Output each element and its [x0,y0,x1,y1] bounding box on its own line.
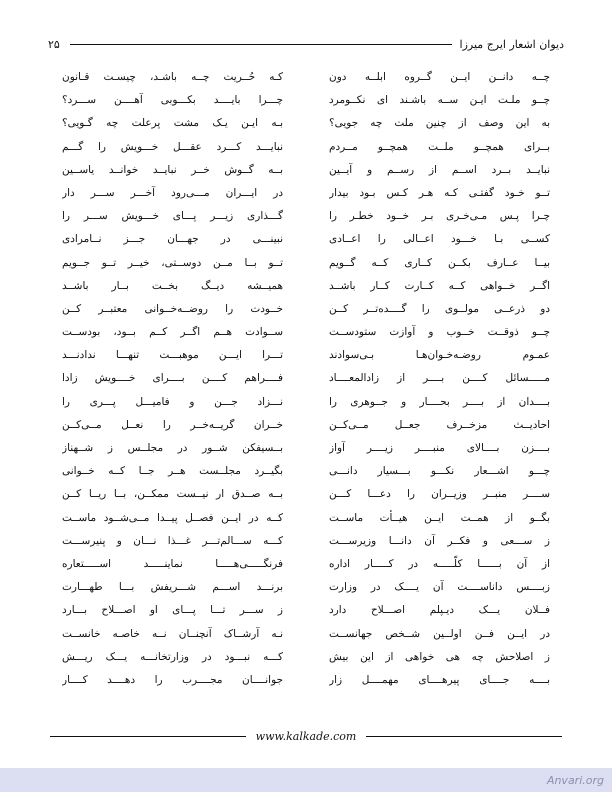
verse-hemistich: بگــو از همــت ایــن هیــأت ماســت [329,511,550,524]
verse-hemistich: جوانــــان مجــــرب را دهــــد کــــار [62,673,283,686]
verse-hemistich: نبینـــی در جهـــان جـــز نــامرادی [62,233,283,246]
verse-hemistich: چـــرا بایــــد بکـــوبی آهــــن ســـرد؟ [62,94,283,107]
verse-hemistich: ســــر منبــر وزیــران را دعـــا کـــن [329,488,550,501]
verse-hemistich: ســوادت هــم اگــر کــم بــود، بودســت [62,326,283,339]
verse-hemistich: مـــــسائل کــــن بــــر از زادالمعــــاد [329,372,550,385]
verse-hemistich: تـــرا ایـــن موهبـــت تنهـــا ندادنـــد [62,349,283,362]
verse-hemistich: نـه آرشــاک آنچنــان نــه خاصـه خانســت [62,627,283,640]
verse-hemistich: بــه صــدق ار نیــست ممکــن، بــا ریــا کــن [62,488,283,501]
verse-hemistich: بــــه جــــای پیرهــــای مهمــــل زار [329,673,550,686]
verse-hemistich: احادیــث مزخــرف جعــل مــی‌کــن [329,418,550,431]
verse-hemistich: کـه حُــریت چــه باشـد، چیسـت قـانون [62,71,283,83]
verse-hemistich: نبایـــد کـــرد عقـــل خـــویش را گـــم [62,140,283,153]
verse-hemistich: بـه ایـن یـک مشت پرعلت چه گـویی؟ [62,117,283,130]
verse-hemistich: بــــزن بــــالای منبــــر زیــــر آواز [329,442,550,454]
book-title: دیوان اشعار ایرج میرزا [459,37,564,51]
verse-hemistich: خــودت را روضــه‌خــوانی معتبــر کــن [62,302,283,315]
footer-rule-right [366,736,562,737]
page-number: ۲۵ [48,37,60,51]
verse-hemistich: همیــشه دیــگ بخــت بــار باشــد [62,279,283,292]
poem-column-left [62,66,283,706]
verse-hemistich: در ایــن فــن اولــین شــخص جهانســت [329,627,550,640]
verse-hemistich: تــو خـود گفتـی کـه هـر کـس بـود بیدار [329,186,550,199]
running-header [48,34,564,54]
verse-hemistich: فــلان یـــک دیـپلم اصـــلاح دارد [329,604,550,617]
footer-rule-left [50,736,246,737]
verse-hemistich: بــسیفکن شــور در مجلــس ز شــهناز [62,442,283,454]
verse-hemistich: بــــدان از بــــر بحــــار و جــوهری را [329,395,550,408]
verse-hemistich: ز اصلاحش چه هی خواهی از این بیش [329,650,550,663]
website-link[interactable]: www.kalkade.com [255,729,357,743]
verse-hemistich: از آن بــــــا کلّـــــه در کـــــار اداره [329,557,550,570]
verse-hemistich: بــرای همچــو ملــت همچــو مــردم [329,140,550,153]
header-rule [70,44,452,45]
verse-hemistich: چـرا پـس مـی‌خـری بـر خــود خطـر را [329,210,550,223]
verse-hemistich: کــه در ایــن فصــل پیــدا مــی‌شــود ماســت [62,511,283,524]
verse-hemistich: چــو ذوقــت خــوب و آوازت ستودســت [329,326,550,339]
verse-hemistich: فــــراهم کــــن بــــرای خــــویش زادا [62,372,283,385]
verse-hemistich: تــو بــا مــن دوســتی، خیــر تــو جــویم [62,256,283,269]
watermark-band [0,768,612,792]
verse-hemistich: چــو ملـت ایـن ســه باشـند ای نکــومرد [329,94,550,107]
verse-hemistich: دو ذرعــی مولــوی را گــــده‌تــر کــن [329,302,550,315]
verse-hemistich: نـــزاد جـــن و فامیـــل پـــری را [62,395,283,408]
verse-hemistich: بــه گــوش خــر نبایــد خوانــد یاســین [62,163,283,176]
verse-hemistich: چـــو اشـــعار نکـــو بـــسیار دانـــی [329,465,550,478]
verse-hemistich: به این وصف از چنین ملت چه جویی؟ [329,117,550,130]
verse-hemistich: نبایــد بــرد اســم از رســم و آیــین [329,163,550,176]
page-footer [50,727,562,745]
verse-hemistich: کـــه ســـالم‌تـــر غـــذا نـــان و پنیرســـت [62,534,283,547]
verse-hemistich: اگــر خــواهی کــه کــارت کــار باشــد [329,279,550,292]
verse-hemistich: گـــذاری زیـــر پـــای خـــویش ســـر را [62,210,283,223]
poem-body [62,66,550,706]
verse-hemistich: بیــا عــارف بکــن کــاری کــه گــویم [329,256,550,269]
verse-hemistich: خــران گریــه‌خــر را نعــل مــی‌کــن [62,418,283,431]
verse-hemistich: در ایـــران مـــی‌رود آخـــر ســـر دار [62,186,283,199]
verse-hemistich: ز ســـعی و فکــر آن دانـــا وزیرســـت [329,534,550,547]
verse-hemistich: چــه دانــن ایــن گــروه ابلــه دون [329,71,550,83]
verse-hemistich: کـــه نبـــود در وزارتخانـــه یـــک ریـــش [62,650,283,663]
watermark-text: Anvari.org [546,774,604,787]
verse-hemistich: فرنگـــــی‌هـــــا نماینـــــد اســـــتعاره [62,557,283,570]
verse-hemistich: زبــــس داناســــت آن یــــک در وزارت [329,581,550,594]
poem-column-right [329,66,550,706]
verse-hemistich: برنـــد اســـم شـــریفش بـــا طهـــارت [62,581,283,594]
verse-hemistich: ز ســـر تـــا پـــای او اصـــلاح بـــارد [62,604,283,617]
verse-hemistich: عمـوم روضـه‌خـوان‌هـا بـی‌سوادند [329,349,550,362]
verse-hemistich: کســی بـا خـــود اعــالی را اعــادی [329,233,550,246]
verse-hemistich: بگیــرد مجلــست هــر جــا کــه خــوانی [62,465,283,478]
